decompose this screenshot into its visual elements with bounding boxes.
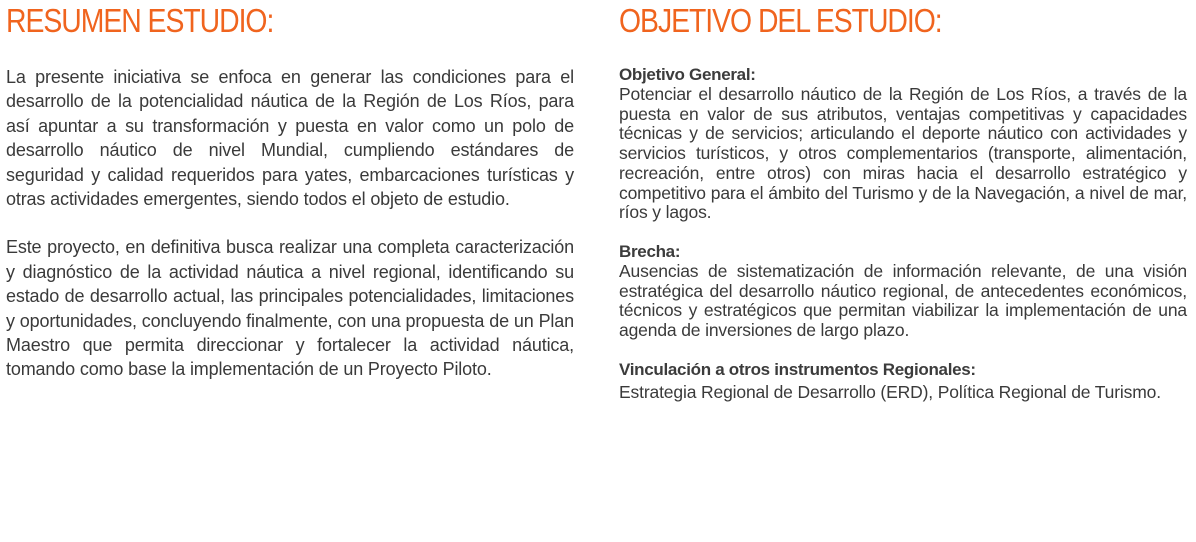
resumen-column — [6, 0, 574, 382]
vinculacion-section — [619, 360, 1187, 404]
objetivo-column — [619, 0, 1187, 404]
objetivo-body — [619, 65, 1187, 404]
resumen-body — [6, 65, 574, 382]
resumen-paragraph-2: Este proyecto, en definitiva busca realizar una completa caracterización y diagnóstico de la actividad náutica a nivel regional, identificando su estado de desarrollo actual, las principales potencialidades, limitaciones y oportunidades, concluyendo finalmente, con una propuesta de un Plan Maestro que permita direccionar y fortalecer la actividad náutica, tomando como base la implementación de un Proyecto Piloto. — [6, 237, 574, 380]
objetivo-general-label: Objetivo General: — [619, 65, 756, 84]
objetivo-heading: OBJETIVO DEL ESTUDIO: — [619, 2, 942, 39]
objetivo-general-text: Potenciar el desarrollo náutico de la Región de Los Ríos, a través de la puesta en valor de sus atributos, ventajas competitivas y capacidades técnicas y de servicios; articulando el deporte náutico con actividades y servicios turísticos, y otros complementarios (transporte, alimentación, recreación, entre otros) con miras hacia el desarrollo estratégico y competitivo para el ámbito del Turismo y de la Navegación, a nivel de mar, ríos y lagos. — [619, 84, 1187, 223]
vinculacion-text: Estrategia Regional de Desarrollo (ERD), Política Regional de Turismo. — [619, 381, 1161, 402]
brecha-text: Ausencias de sistematización de información relevante, de una visión estratégica del desarrollo náutico regional, de antecedentes económicos, técnicos y estratégicos que permitan viabilizar la implementación de una agenda de inversiones de largo plazo. — [619, 260, 1187, 341]
brecha-label: Brecha: — [619, 241, 681, 261]
vinculacion-label: Vinculación a otros instrumentos Regionales: — [619, 359, 976, 379]
resumen-heading: RESUMEN ESTUDIO: — [6, 2, 274, 39]
brecha-section — [619, 242, 1187, 341]
resumen-paragraph-1: La presente iniciativa se enfoca en generar las condiciones para el desarrollo de la potencialidad náutica de la Región de Los Ríos, para así apuntar a su transformación y puesta en valor como un polo de desarrollo náutico de nivel Mundial, cumpliendo estándares de seguridad y calidad requeridos para yates, embarcaciones turísticas y otras actividades emergentes, siendo todos el objeto de estudio. — [6, 67, 574, 210]
objetivo-general-section — [619, 65, 1187, 223]
